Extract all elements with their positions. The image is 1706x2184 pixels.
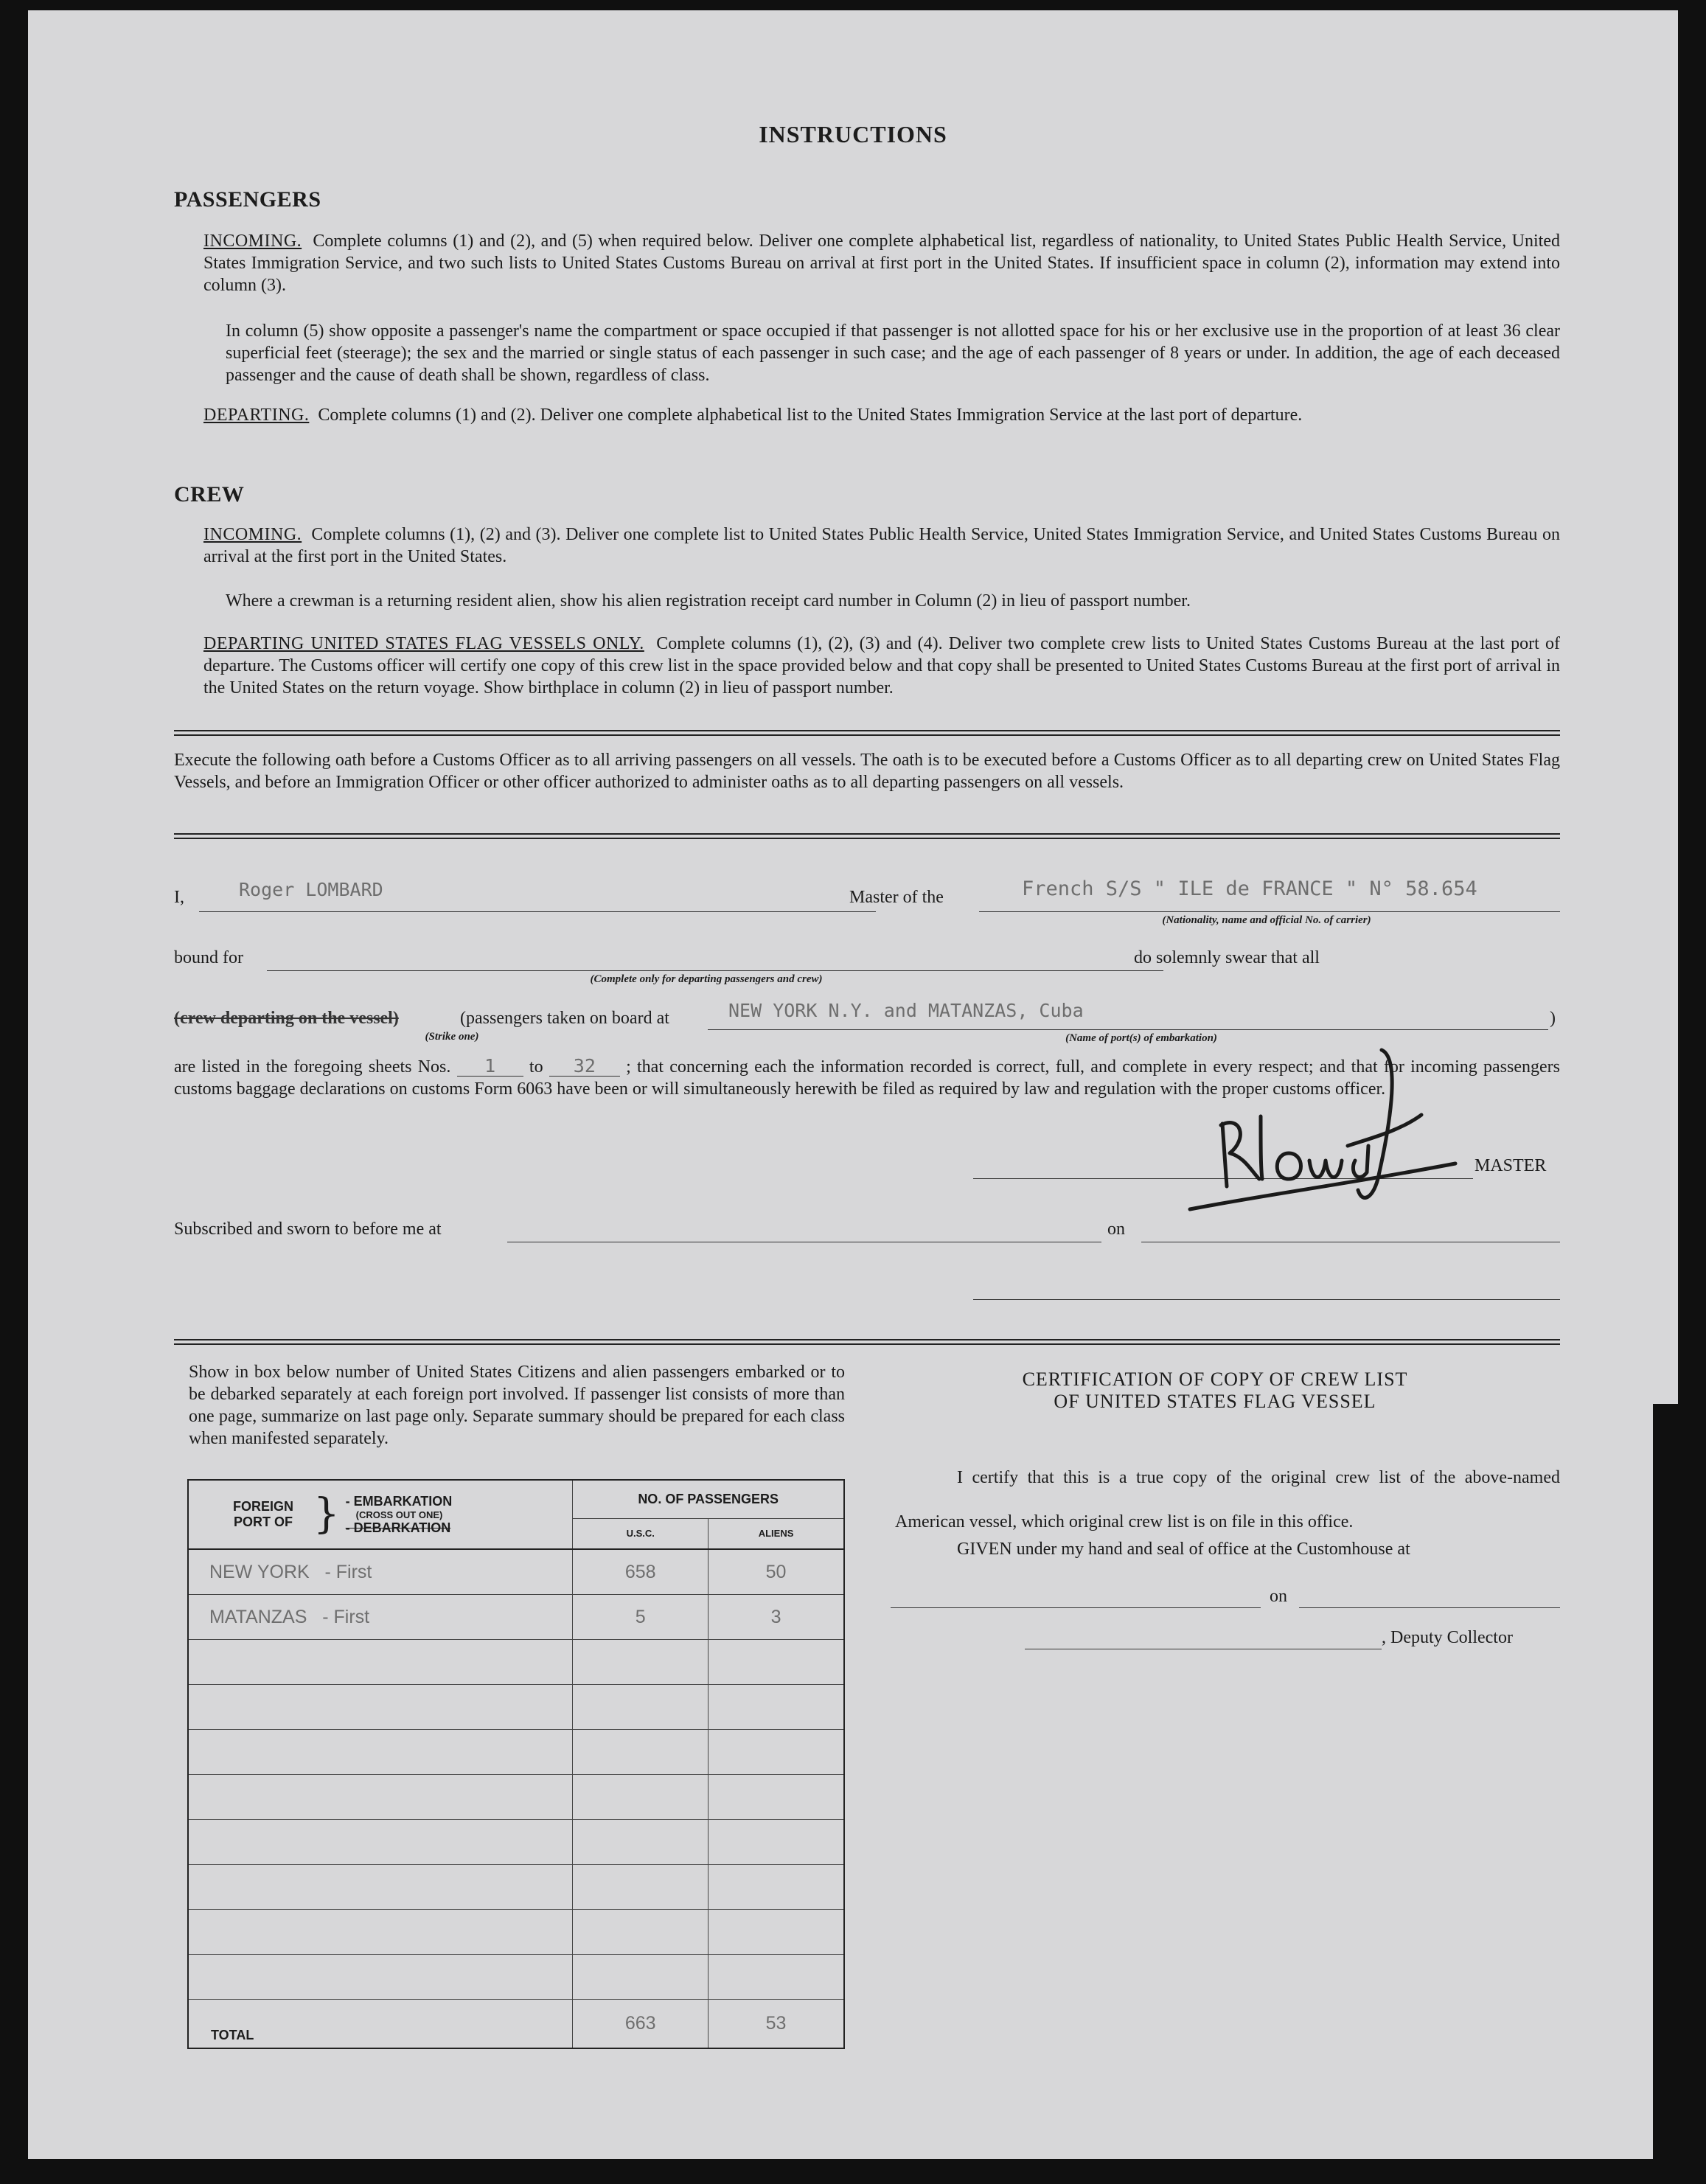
master-of-label: Master of the — [849, 888, 944, 907]
certification-heading-line1: CERTIFICATION OF COPY OF CREW LIST — [1022, 1369, 1408, 1390]
divider — [174, 1339, 1560, 1340]
passengers-departing-label: DEPARTING. — [203, 406, 310, 425]
passengers-incoming-text: Complete columns (1) and (2), and (5) when required below. Deliver one complete alphabetical list, regardless of nationality, to United States Public Health Service, United States Immigration Service, and two such lists to United States Customs Bureau on arrival at first port in the United States. If insufficient space in column (2), information may extend into column (3). — [203, 232, 1560, 295]
customhouse-line[interactable] — [891, 1607, 1261, 1608]
table-row — [188, 1595, 844, 1640]
empty-cell[interactable] — [573, 1775, 708, 1820]
manifest-page — [28, 10, 1678, 2159]
row-aliens[interactable]: 50 — [708, 1549, 844, 1595]
total-aliens[interactable]: 53 — [708, 2000, 844, 2049]
total-row — [188, 2000, 844, 2049]
table-row — [188, 1865, 844, 1910]
total-usc[interactable]: 663 — [573, 2000, 708, 2049]
empty-cell[interactable] — [708, 1685, 844, 1730]
port-header-cell — [188, 1480, 573, 1549]
master-name-line — [199, 911, 876, 912]
deputy-collector-label: , Deputy Collector — [1382, 1628, 1513, 1647]
crew-departing-text: Complete columns (1), (2), (3) and (4). Deliver two complete crew lists to United States Customs Bureau at the last port of departure. The Customs officer will certify one copy of this crew list in the space provided below and that copy shall be presented to United States Customs Bureau at the first port of arrival in the United States on the return voyage. Show birthplace in column (2) in lieu of passport number. — [203, 634, 1560, 698]
empty-cell[interactable] — [188, 1910, 573, 1955]
divider — [174, 734, 1560, 736]
empty-cell[interactable] — [708, 1955, 844, 2000]
empty-cell[interactable] — [573, 1730, 708, 1775]
empty-cell[interactable] — [708, 1910, 844, 1955]
empty-cell[interactable] — [573, 1640, 708, 1685]
empty-cell[interactable] — [708, 1640, 844, 1685]
subscribed-on-label: on — [1107, 1220, 1125, 1239]
usc-header: U.S.C. — [573, 1518, 708, 1549]
vessel-field[interactable]: French S/S " ILE de FRANCE " N° 58.654 — [1022, 877, 1477, 900]
summary-instructions: Show in box below number of United States Citizens and alien passengers embarked or to be debarked separately at each foreign port involved. If passenger list consists of more than one page, summarize on last page only. Separate summary should be prepared for each class when manifested separately. — [189, 1363, 845, 1448]
debarkation-label: - DEBARKATION — [345, 1520, 451, 1535]
page-title: INSTRUCTIONS — [759, 121, 947, 147]
sheet-to-field[interactable]: 32 — [549, 1057, 620, 1077]
empty-cell[interactable] — [573, 1955, 708, 2000]
ports-caption: (Name of port(s) of embarkation) — [1065, 1032, 1217, 1044]
empty-cell[interactable] — [573, 1910, 708, 1955]
certification-heading-line2: OF UNITED STATES FLAG VESSEL — [1054, 1391, 1376, 1412]
table-row — [188, 1820, 844, 1865]
empty-cell[interactable] — [188, 1955, 573, 2000]
no-passengers-header: NO. OF PASSENGERS — [573, 1480, 844, 1518]
master-name-field[interactable]: Roger LOMBARD — [239, 879, 383, 900]
strike-caption: (Strike one) — [425, 1031, 479, 1043]
empty-cell[interactable] — [708, 1820, 844, 1865]
bound-for-label: bound for — [174, 948, 243, 967]
passengers-column5-paragraph: In column (5) show opposite a passenger's name the compartment or space occupied if that passenger is not allotted space for his or her exclusive use in the proportion of at least 36 clear superficial feet (steerage); the sex and the married or single status of each passenger in such case; and the age of each passenger of 8 years or under. In addition, the age of each deceased passenger and the cause of death shall be shown, regardless of class. — [226, 321, 1560, 385]
passengers-heading: PASSENGERS — [174, 187, 321, 212]
passenger-summary-table — [187, 1479, 845, 2049]
passengers-departing-text: Complete columns (1) and (2). Deliver one complete alphabetical list to the United States Immigration Service at the last port of departure. — [318, 406, 1303, 425]
swear-label: do solemnly swear that all — [1134, 948, 1320, 967]
table-row — [188, 1640, 844, 1685]
empty-cell[interactable] — [188, 1730, 573, 1775]
aliens-header: ALIENS — [708, 1518, 844, 1549]
empty-cell[interactable] — [188, 1640, 573, 1685]
close-paren: ) — [1550, 1009, 1556, 1028]
crew-departing-struck: (crew departing on the vessel) — [174, 1009, 399, 1028]
empty-cell[interactable] — [188, 1865, 573, 1910]
row-port[interactable]: MATANZAS - First — [188, 1595, 573, 1640]
crew-incoming-text: Complete columns (1), (2) and (3). Deliver one complete list to United States Public Health Service, United States Immigration Service, and United States Customs Bureau on arrival at the first port in the United States. — [203, 525, 1561, 566]
ports-field[interactable]: NEW YORK N.Y. and MATANZAS, Cuba — [728, 1000, 1084, 1021]
empty-cell[interactable] — [708, 1730, 844, 1775]
subscribed-label: Subscribed and sworn to before me at — [174, 1220, 442, 1239]
listed-suffix: ; that concerning each the information recorded is correct, full, and complete in every respect; and that for incoming passengers customs baggage declarations on customs Form 6063 have been or will simultaneously herewith be filed as required by law and regulation with the proper customs officer. — [174, 1057, 1560, 1099]
master-signature — [1178, 1028, 1458, 1212]
bound-for-line[interactable] — [267, 970, 1163, 971]
empty-cell[interactable] — [573, 1820, 708, 1865]
passengers-departing-paragraph — [203, 404, 1560, 426]
table-row — [188, 1910, 844, 1955]
vessel-caption: (Nationality, name and official No. of carrier) — [1162, 914, 1371, 926]
foreign-port-label: FOREIGN PORT OF — [232, 1499, 293, 1529]
cross-out-label: (CROSS OUT ONE) — [355, 1509, 443, 1520]
divider — [174, 730, 1560, 731]
officer-signature-line[interactable] — [973, 1299, 1560, 1300]
empty-cell[interactable] — [188, 1775, 573, 1820]
empty-cell[interactable] — [573, 1865, 708, 1910]
passengers-incoming-paragraph — [203, 230, 1560, 296]
crew-incoming-paragraph — [203, 524, 1560, 568]
empty-cell[interactable] — [188, 1685, 573, 1730]
row-aliens[interactable]: 3 — [708, 1595, 844, 1640]
table-row — [188, 1549, 844, 1595]
certification-on-label: on — [1270, 1587, 1287, 1606]
passengers-taken-label: (passengers taken on board at — [460, 1009, 669, 1028]
embarkation-label: - EMBARKATION — [345, 1493, 453, 1509]
certification-body: I certify that this is a true copy of the original crew list of the above-named American vessel, which original crew list is on file in this office. — [895, 1468, 1560, 1531]
table-row — [188, 1730, 844, 1775]
crew-resident-paragraph: Where a crewman is a returning resident alien, show his alien registration receipt card number in Column (2) in lieu of passport number. — [226, 591, 1191, 611]
row-port[interactable]: NEW YORK - First — [188, 1549, 573, 1595]
empty-cell[interactable] — [573, 1685, 708, 1730]
empty-cell[interactable] — [708, 1775, 844, 1820]
crew-departing-paragraph — [203, 633, 1560, 699]
crew-heading: CREW — [174, 482, 245, 507]
page-edge-shadow — [1653, 1404, 1678, 2159]
divider — [174, 833, 1560, 835]
bound-for-caption: (Complete only for departing passengers and crew) — [590, 973, 823, 985]
empty-cell[interactable] — [708, 1865, 844, 1910]
sheet-from-field[interactable]: 1 — [457, 1057, 523, 1077]
certification-date-line[interactable] — [1299, 1607, 1560, 1608]
master-label: MASTER — [1475, 1156, 1547, 1175]
row-usc[interactable]: 5 — [573, 1595, 708, 1640]
table-row — [188, 1685, 844, 1730]
vessel-line — [979, 911, 1560, 912]
divider — [174, 1343, 1560, 1345]
passengers-incoming-label: INCOMING. — [203, 232, 302, 251]
table-row — [188, 1955, 844, 2000]
oath-i-label: I, — [174, 888, 184, 907]
divider — [174, 838, 1560, 839]
to-label: to — [529, 1057, 543, 1077]
row-usc[interactable]: 658 — [573, 1549, 708, 1595]
crew-incoming-label: INCOMING. — [203, 525, 302, 544]
certification-given: GIVEN under my hand and seal of office at the Customhouse at — [957, 1540, 1410, 1559]
crew-departing-label: DEPARTING UNITED STATES FLAG VESSELS ONLY. — [203, 634, 644, 653]
empty-cell[interactable] — [188, 1820, 573, 1865]
total-label: TOTAL — [188, 2000, 573, 2049]
listed-prefix: are listed in the foregoing sheets Nos. — [174, 1057, 451, 1077]
table-row — [188, 1775, 844, 1820]
brace: } — [313, 1490, 340, 1538]
oath-intro: Execute the following oath before a Customs Officer as to all arriving passengers on all vessels. The oath is to be executed before a Customs Officer as to all departing crew on United States Flag Vessels, and before an Immigration Officer or other officer authorized to administer oaths as to all departing passengers on all vessels. — [174, 751, 1560, 792]
